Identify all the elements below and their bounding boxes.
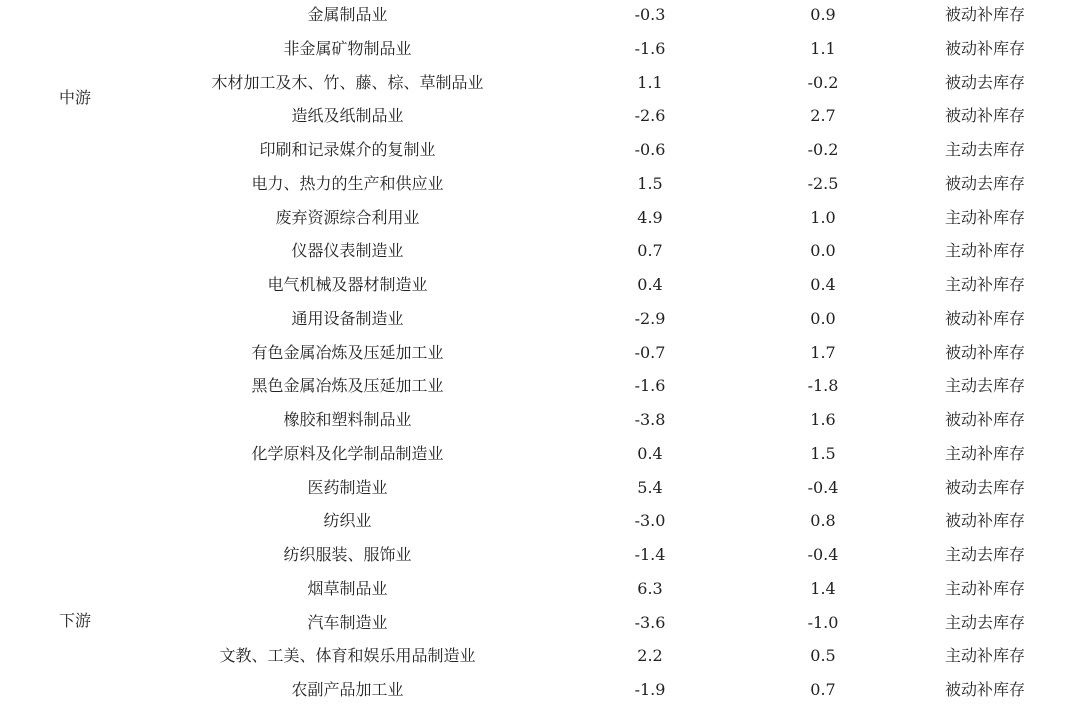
value-1-cell: 2.2: [637, 646, 663, 666]
value-1-cell: 0.4: [637, 443, 663, 463]
value-1-cell: 1.1: [637, 72, 663, 92]
inventory-status-cell: 主动去库存: [944, 545, 1025, 564]
table-row: [0, 608, 1080, 642]
industry-cell: 有色金属冶炼及压延加工业: [251, 342, 444, 362]
value-2-cell: 1.0: [810, 207, 836, 227]
table-row: [0, 405, 1080, 439]
inventory-status-cell: 主动去库存: [944, 140, 1025, 159]
inventory-status-cell: 被动补库存: [944, 5, 1025, 24]
table-row: [0, 338, 1080, 372]
value-2-cell: 1.6: [810, 410, 836, 429]
inventory-status-cell: 主动去库存: [944, 612, 1025, 632]
value-2-cell: -2.5: [807, 173, 839, 193]
value-1-cell: 5.4: [637, 477, 663, 497]
table-row: [0, 473, 1080, 507]
value-2-cell: 1.5: [810, 443, 836, 463]
industry-cell: 造纸及纸制品业: [291, 106, 404, 126]
value-2-cell: -0.4: [807, 545, 839, 564]
table-row: [0, 540, 1080, 574]
inventory-status-cell: 被动去库存: [944, 173, 1025, 193]
value-2-cell: 0.7: [810, 680, 836, 699]
table-row: [0, 439, 1080, 473]
value-2-cell: -0.2: [807, 140, 839, 159]
table-row: [0, 101, 1080, 135]
industry-cell: 文教、工美、体育和娱乐用品制造业: [219, 646, 476, 666]
table-row: [0, 34, 1080, 68]
table-row: [0, 203, 1080, 237]
value-2-cell: -1.0: [807, 612, 839, 632]
value-2-cell: 2.7: [810, 106, 836, 126]
industry-cell: 通用设备制造业: [291, 308, 404, 328]
value-2-cell: 0.4: [810, 275, 836, 294]
value-1-cell: -1.9: [634, 680, 666, 699]
table-row: [0, 371, 1080, 405]
value-1-cell: -3.6: [634, 612, 666, 632]
value-2-cell: -0.2: [807, 72, 839, 92]
table-row: [0, 574, 1080, 608]
industry-cell: 废弃资源综合利用业: [275, 207, 420, 227]
value-1-cell: -1.4: [634, 545, 666, 564]
industry-cell: 黑色金属冶炼及压延加工业: [251, 376, 444, 396]
value-1-cell: -0.6: [634, 140, 666, 159]
industry-cell: 电气机械及器材制造业: [267, 275, 428, 294]
inventory-status-cell: 被动补库存: [944, 342, 1025, 362]
inventory-status-cell: 主动补库存: [944, 207, 1025, 227]
value-2-cell: 0.9: [810, 5, 836, 24]
value-2-cell: -0.4: [807, 477, 839, 497]
table-row: [0, 675, 1080, 709]
inventory-status-cell: 主动补库存: [944, 443, 1025, 463]
industry-cell: 化学原料及化学制品制造业: [251, 443, 444, 463]
inventory-status-cell: 被动补库存: [944, 680, 1025, 699]
inventory-status-cell: 被动补库存: [944, 308, 1025, 328]
industry-cell: 电力、热力的生产和供应业: [251, 173, 444, 193]
value-2-cell: 0.0: [810, 308, 836, 328]
table-row: [0, 0, 1080, 34]
industry-cell: 橡胶和塑料制品业: [283, 410, 412, 429]
inventory-status-cell: 被动去库存: [944, 72, 1025, 92]
inventory-status-cell: 被动补库存: [944, 38, 1025, 58]
inventory-status-cell: 被动补库存: [944, 106, 1025, 126]
industry-cell: 非金属矿物制品业: [283, 38, 412, 58]
value-1-cell: -3.8: [634, 410, 666, 429]
group-label-midstream: 中游: [58, 88, 91, 107]
industry-cell: 仪器仪表制造业: [291, 241, 404, 261]
value-1-cell: 0.4: [637, 275, 663, 294]
value-2-cell: -1.8: [807, 376, 839, 396]
value-1-cell: -0.3: [634, 5, 666, 24]
industry-cell: 金属制品业: [307, 5, 388, 24]
industry-cell: 农副产品加工业: [291, 680, 404, 699]
value-1-cell: -1.6: [634, 38, 666, 58]
industry-cell: 烟草制品业: [307, 578, 388, 598]
inventory-status-cell: 被动补库存: [944, 511, 1025, 531]
value-2-cell: 0.5: [810, 646, 836, 666]
industry-cell: 纺织服装、服饰业: [283, 545, 412, 564]
table-row: [0, 641, 1080, 675]
table-row: [0, 506, 1080, 540]
table-row: [0, 68, 1080, 102]
value-2-cell: 1.7: [810, 342, 836, 362]
table-row: [0, 236, 1080, 270]
value-1-cell: 6.3: [637, 578, 663, 598]
industry-cell: 印刷和记录媒介的复制业: [259, 140, 436, 159]
value-1-cell: 1.5: [637, 173, 663, 193]
table-row: [0, 135, 1080, 169]
value-1-cell: 0.7: [637, 241, 663, 261]
value-1-cell: -3.0: [634, 511, 666, 531]
value-2-cell: 1.4: [810, 578, 836, 598]
inventory-status-cell: 主动补库存: [944, 275, 1025, 294]
value-1-cell: -2.9: [634, 308, 666, 328]
value-2-cell: 1.1: [810, 38, 836, 58]
inventory-status-cell: 被动补库存: [944, 410, 1025, 429]
industry-cell: 汽车制造业: [307, 612, 388, 632]
table-row: [0, 169, 1080, 203]
value-1-cell: -2.6: [634, 106, 666, 126]
inventory-status-cell: 主动补库存: [944, 646, 1025, 666]
industry-cell: 医药制造业: [307, 477, 388, 497]
value-2-cell: 0.0: [810, 241, 836, 261]
value-1-cell: -1.6: [634, 376, 666, 396]
value-1-cell: 4.9: [637, 207, 663, 227]
inventory-status-cell: 主动去库存: [944, 376, 1025, 396]
table-row: [0, 270, 1080, 304]
group-label-downstream: 下游: [58, 611, 91, 630]
inventory-status-cell: 主动补库存: [944, 578, 1025, 598]
inventory-status-cell: 被动去库存: [944, 477, 1025, 497]
table-row: [0, 304, 1080, 338]
inventory-status-cell: 主动补库存: [944, 241, 1025, 261]
industry-cell: 纺织业: [323, 511, 372, 531]
industry-cell: 木材加工及木、竹、藤、棕、草制品业: [211, 72, 484, 92]
value-2-cell: 0.8: [810, 511, 836, 531]
value-1-cell: -0.7: [634, 342, 666, 362]
